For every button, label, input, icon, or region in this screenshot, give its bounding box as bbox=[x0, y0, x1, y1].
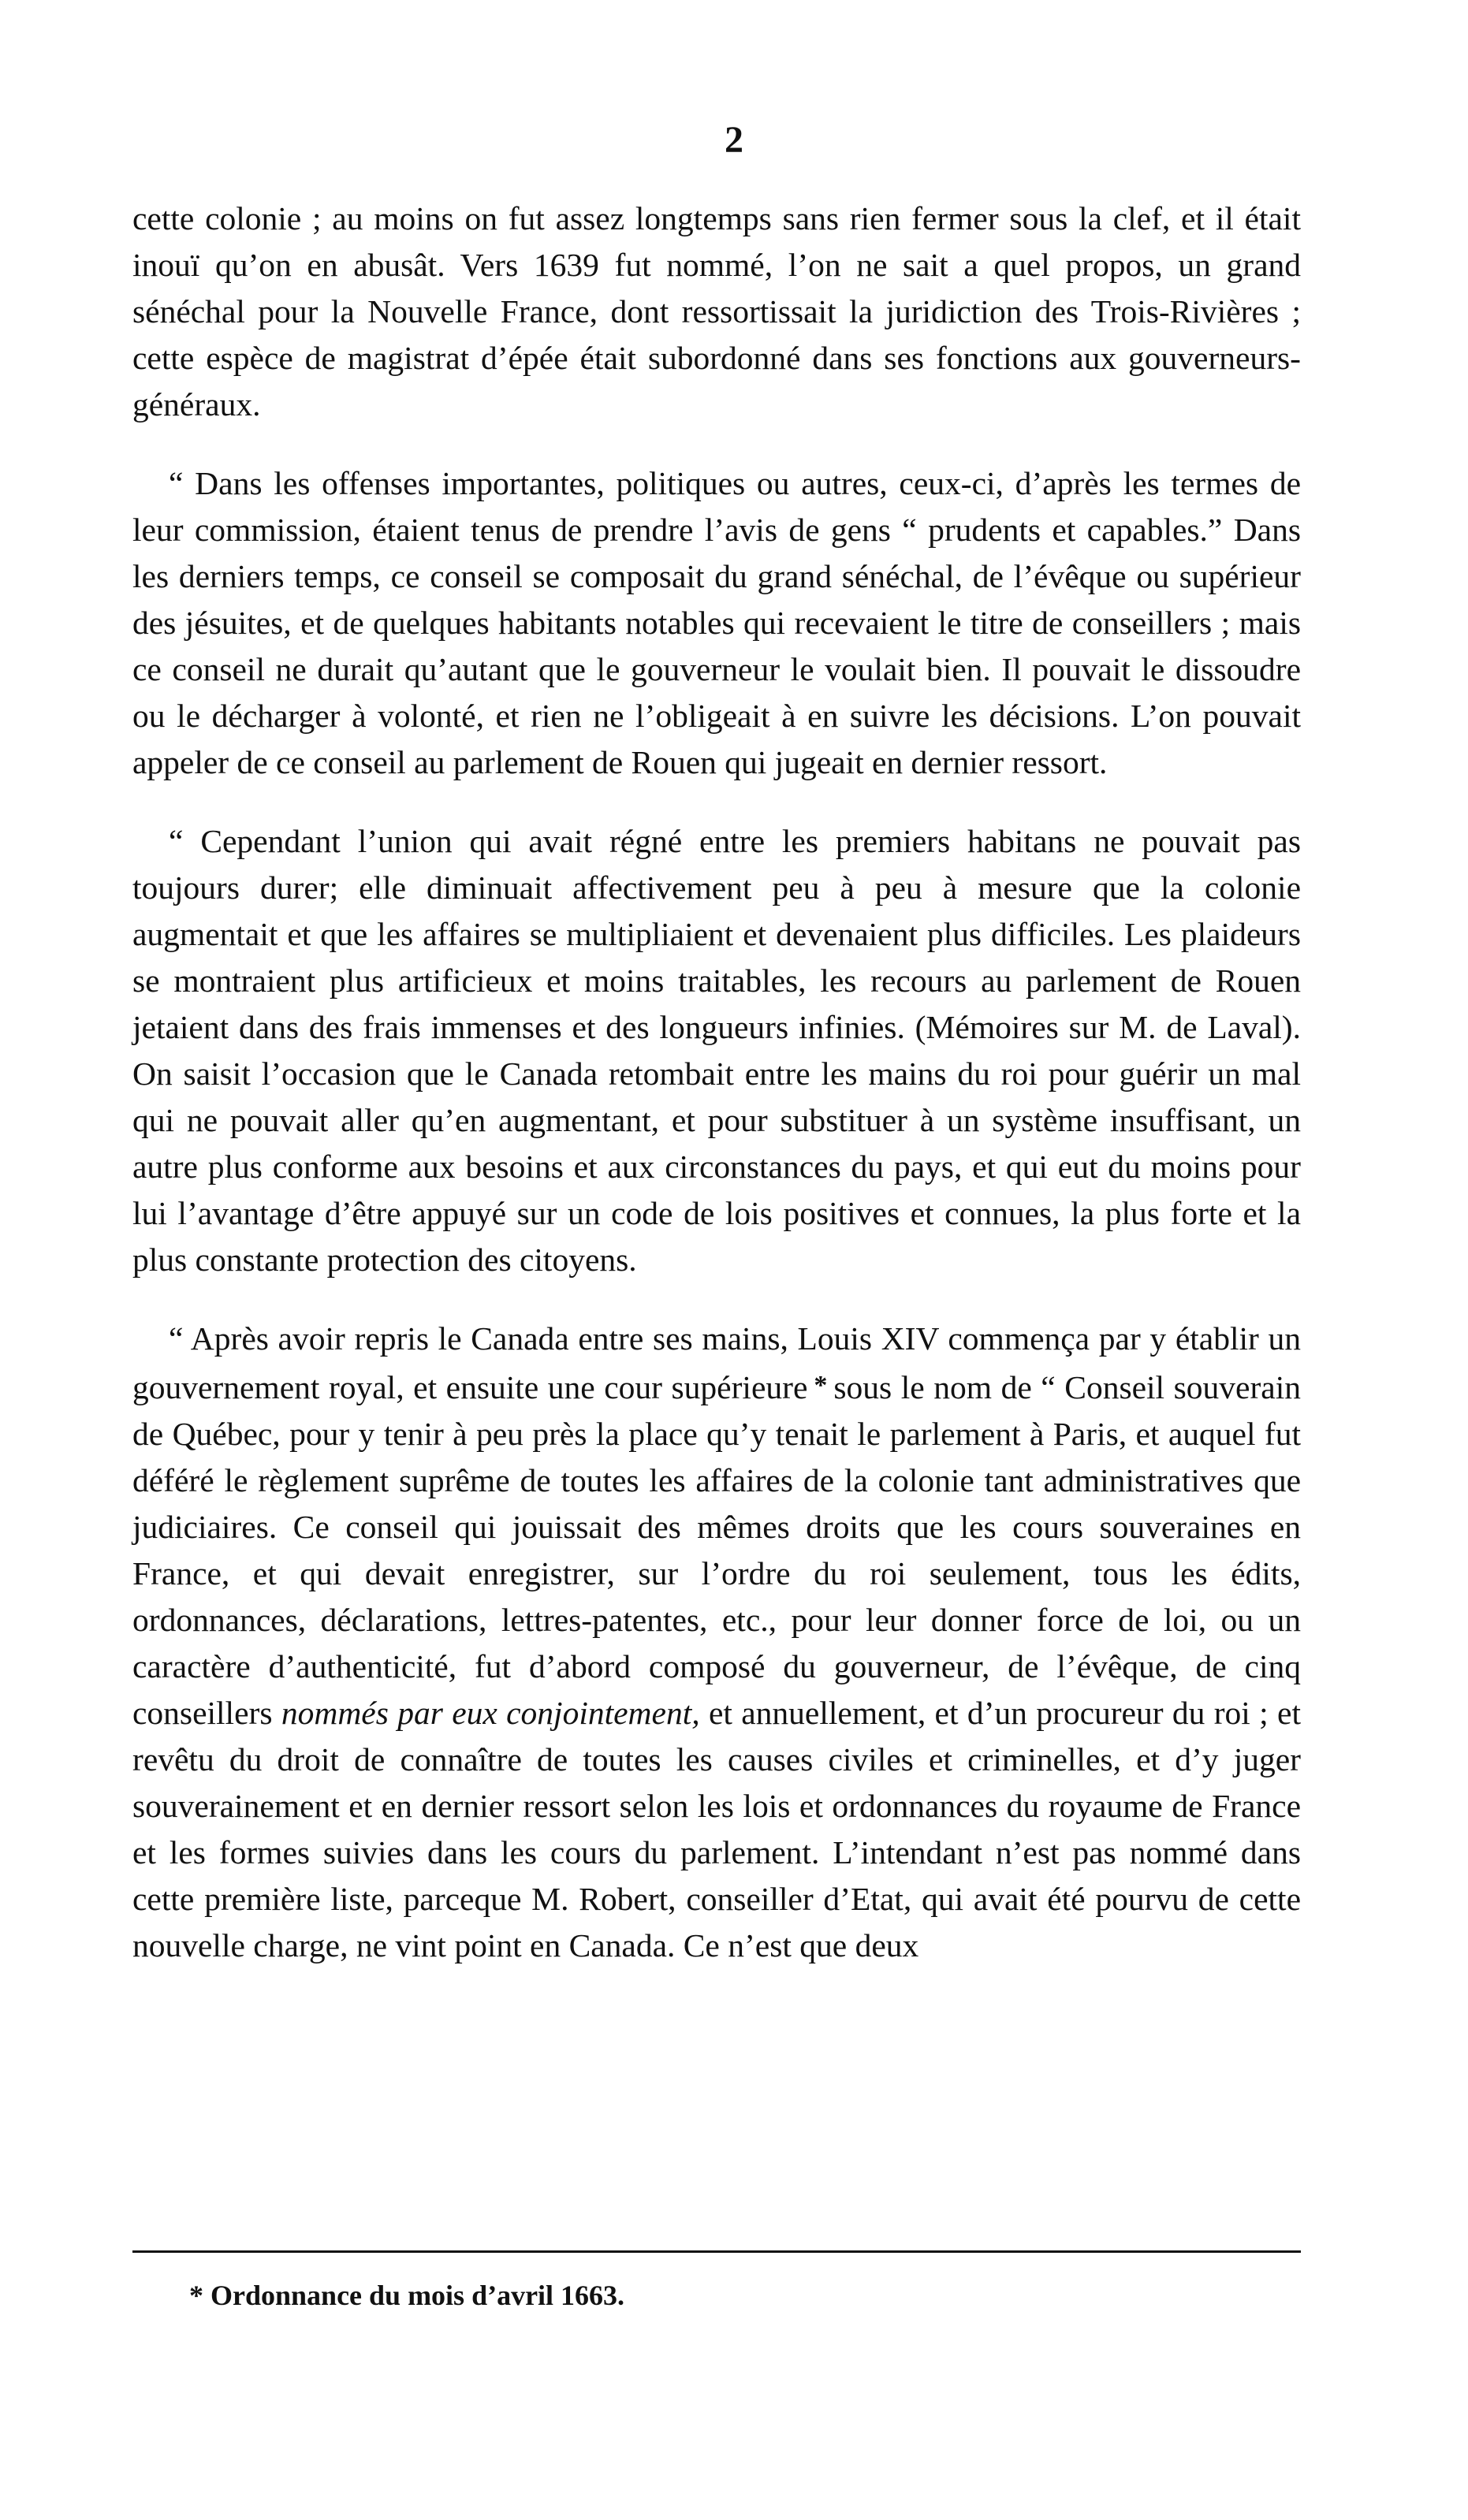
footnote-marker: * bbox=[814, 1371, 828, 1400]
body-text bbox=[132, 195, 1301, 1969]
paragraph-1: cette colonie ; au moins on fut assez longtemps sans rien fermer sous la clef, et il était inouï qu’on en abusât. Vers 1639 fut nommé, l’on ne sait a quel propos, un grand sénéchal pour la Nouvelle France, dont ressortissait la juridiction des Trois-Rivières ; cette espèce de magistrat d’épée était subordonné dans ses fonctions aux gouverneurs-généraux. bbox=[132, 200, 1301, 422]
paragraph-3: “ Cependant l’union qui avait régné entre les premiers habitans ne pouvait pas toujours durer; elle diminuait affectivement peu à peu à mesure que la colonie augmentait et que les affaires se multipliaient et devenaient plus difficiles. Les plaideurs se montraient plus artificieux et moins traitables, les recours au parlement de Rouen jetaient dans des frais immenses et des longueurs infinies. (Mémoires sur M. de Laval). On saisit l’occasion que le Canada retombait entre les mains du roi pour guérir un mal qui ne pouvait aller qu’en augmentant, et pour substituer à un système insuffisant, un autre plus conforme aux besoins et aux circonstances du pays, et qui eut du moins pour lui l’avantage d’être appuyé sur un code de lois positives et connues, la plus forte et la plus constante protection des citoyens. bbox=[132, 823, 1301, 1278]
footnote-divider bbox=[132, 2250, 1301, 2253]
paragraph-4-italic: nommés par eux conjointement, bbox=[281, 1695, 700, 1731]
paragraph-4-part-2: sous le nom de “ Conseil souverain de Québec, pour y tenir à peu près la place qu’y tenait le parlement à Paris, et auquel fut déféré le règlement suprême de toutes les affaires de la colonie tant administratives que judiciaires. Ce conseil qui jouissait des mêmes droits que les cours souveraines en France, et qui devait enregistrer, sur l’ordre du roi seulement, tous les édits, ordonnances, déclarations, lettres-patentes, etc., pour leur donner force de loi, ou un caractère d’authenticité, fut d’abord composé du gouverneur, de l’évêque, de cinq conseillers bbox=[132, 1369, 1301, 1731]
page-number: 2 bbox=[725, 119, 743, 161]
paragraph-4-part-3: et annuellement, et d’un procureur du roi ; et revêtu du droit de connaître de toutes les causes civiles et criminelles, et d’y juger souverainement et en dernier ressort selon les lois et ordonnances du royaume de France et les formes suivies dans les cours du parlement. L’intendant n’est pas nommé dans cette première liste, parceque M. Robert, conseiller d’Etat, qui avait été pourvu de cette nouvelle charge, ne vint point en Canada. Ce n’est que deux bbox=[132, 1695, 1302, 1964]
paragraph-4-part-1: “ Après avoir repris le Canada entre ses mains, Louis XIV commença par y établir un gouvernement royal, et ensuite une cour supérieure bbox=[132, 1320, 1301, 1405]
paragraph-2: “ Dans les offenses importantes, politiques ou autres, ceux-ci, d’après les termes de leur commission, étaient tenus de prendre l’avis de gens “ prudents et capables.” Dans les derniers temps, ce conseil se composait du grand sénéchal, de l’évêque ou supérieur des jésuites, et de quelques habitants notables qui recevaient le titre de conseillers ; mais ce conseil ne durait qu’autant que le gouverneur le voulait bien. Il pouvait le dissoudre ou le décharger à volonté, et rien ne l’obligeait à en suivre les décisions. L’on pouvait appeler de ce conseil au parlement de Rouen qui jugeait en dernier ressort. bbox=[132, 465, 1301, 780]
footnote: * Ordonnance du mois d’avril 1663. bbox=[189, 2280, 625, 2311]
paragraph-4 bbox=[132, 1316, 1301, 1969]
